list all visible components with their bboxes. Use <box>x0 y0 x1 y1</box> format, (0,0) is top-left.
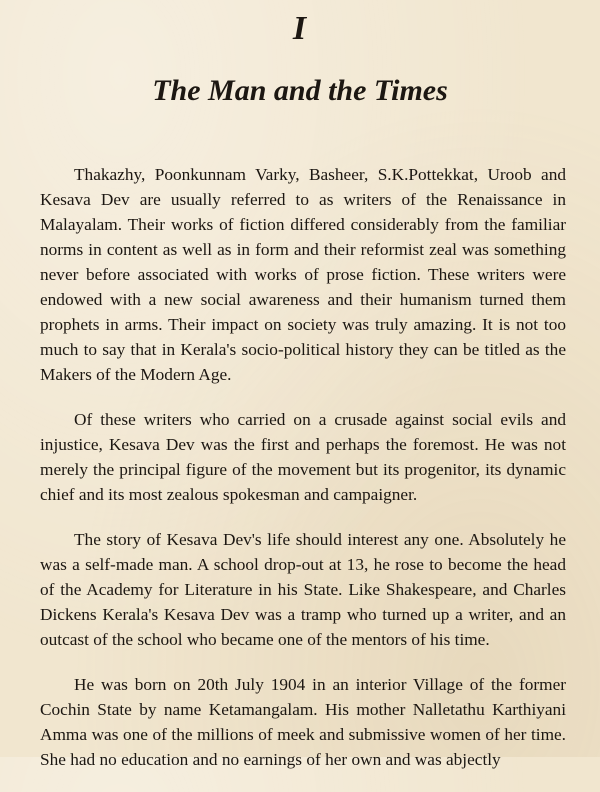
chapter-title: The Man and the Times <box>152 74 448 107</box>
chapter-body <box>40 162 566 792</box>
paragraph-2: Of these writers who carried on a crusade against social evils and injustice, Kesava Dev was the first and perhaps the foremost. He was not merely the principal figure of the movement but its progenitor, its dynamic chief and its most zealous spokesman and campaigner. <box>40 410 566 504</box>
paragraph-1: Thakazhy, Poonkunnam Varky, Basheer, S.K.Pottekkat, Uroob and Kesava Dev are usually referred to as writers of the Renaissance in Malayalam. Their works of fiction differed considerably from the familiar norms in content as well as in form and their reformist zeal was something never before associated with works of prose fiction. These writers were endowed with a new social awareness and their humanism turned them prophets in arms. Their impact on society was truly amazing. It is not too much to say that in Kerala's socio-political history they can be titled as the Makers of the Modern Age. <box>40 165 566 384</box>
paragraph-4: He was born on 20th July 1904 in an interior Village of the former Cochin State by name Ketamangalam. His mother Nalletathu Karthiyani Amma was one of the millions of meek and submissive women of her time. She had no education and no earnings of her own and was abjectly <box>40 675 566 769</box>
chapter-number: I <box>292 10 308 47</box>
paragraph-3: The story of Kesava Dev's life should interest any one. Absolutely he was a self-made man. A school drop-out at 13, he rose to become the head of the Academy for Literature in his State. Like Shakespeare, and Charles Dickens Kerala's Kesava Dev was a tramp who turned up a writer, and an outcast of the school who became one of the mentors of his time. <box>40 530 566 649</box>
